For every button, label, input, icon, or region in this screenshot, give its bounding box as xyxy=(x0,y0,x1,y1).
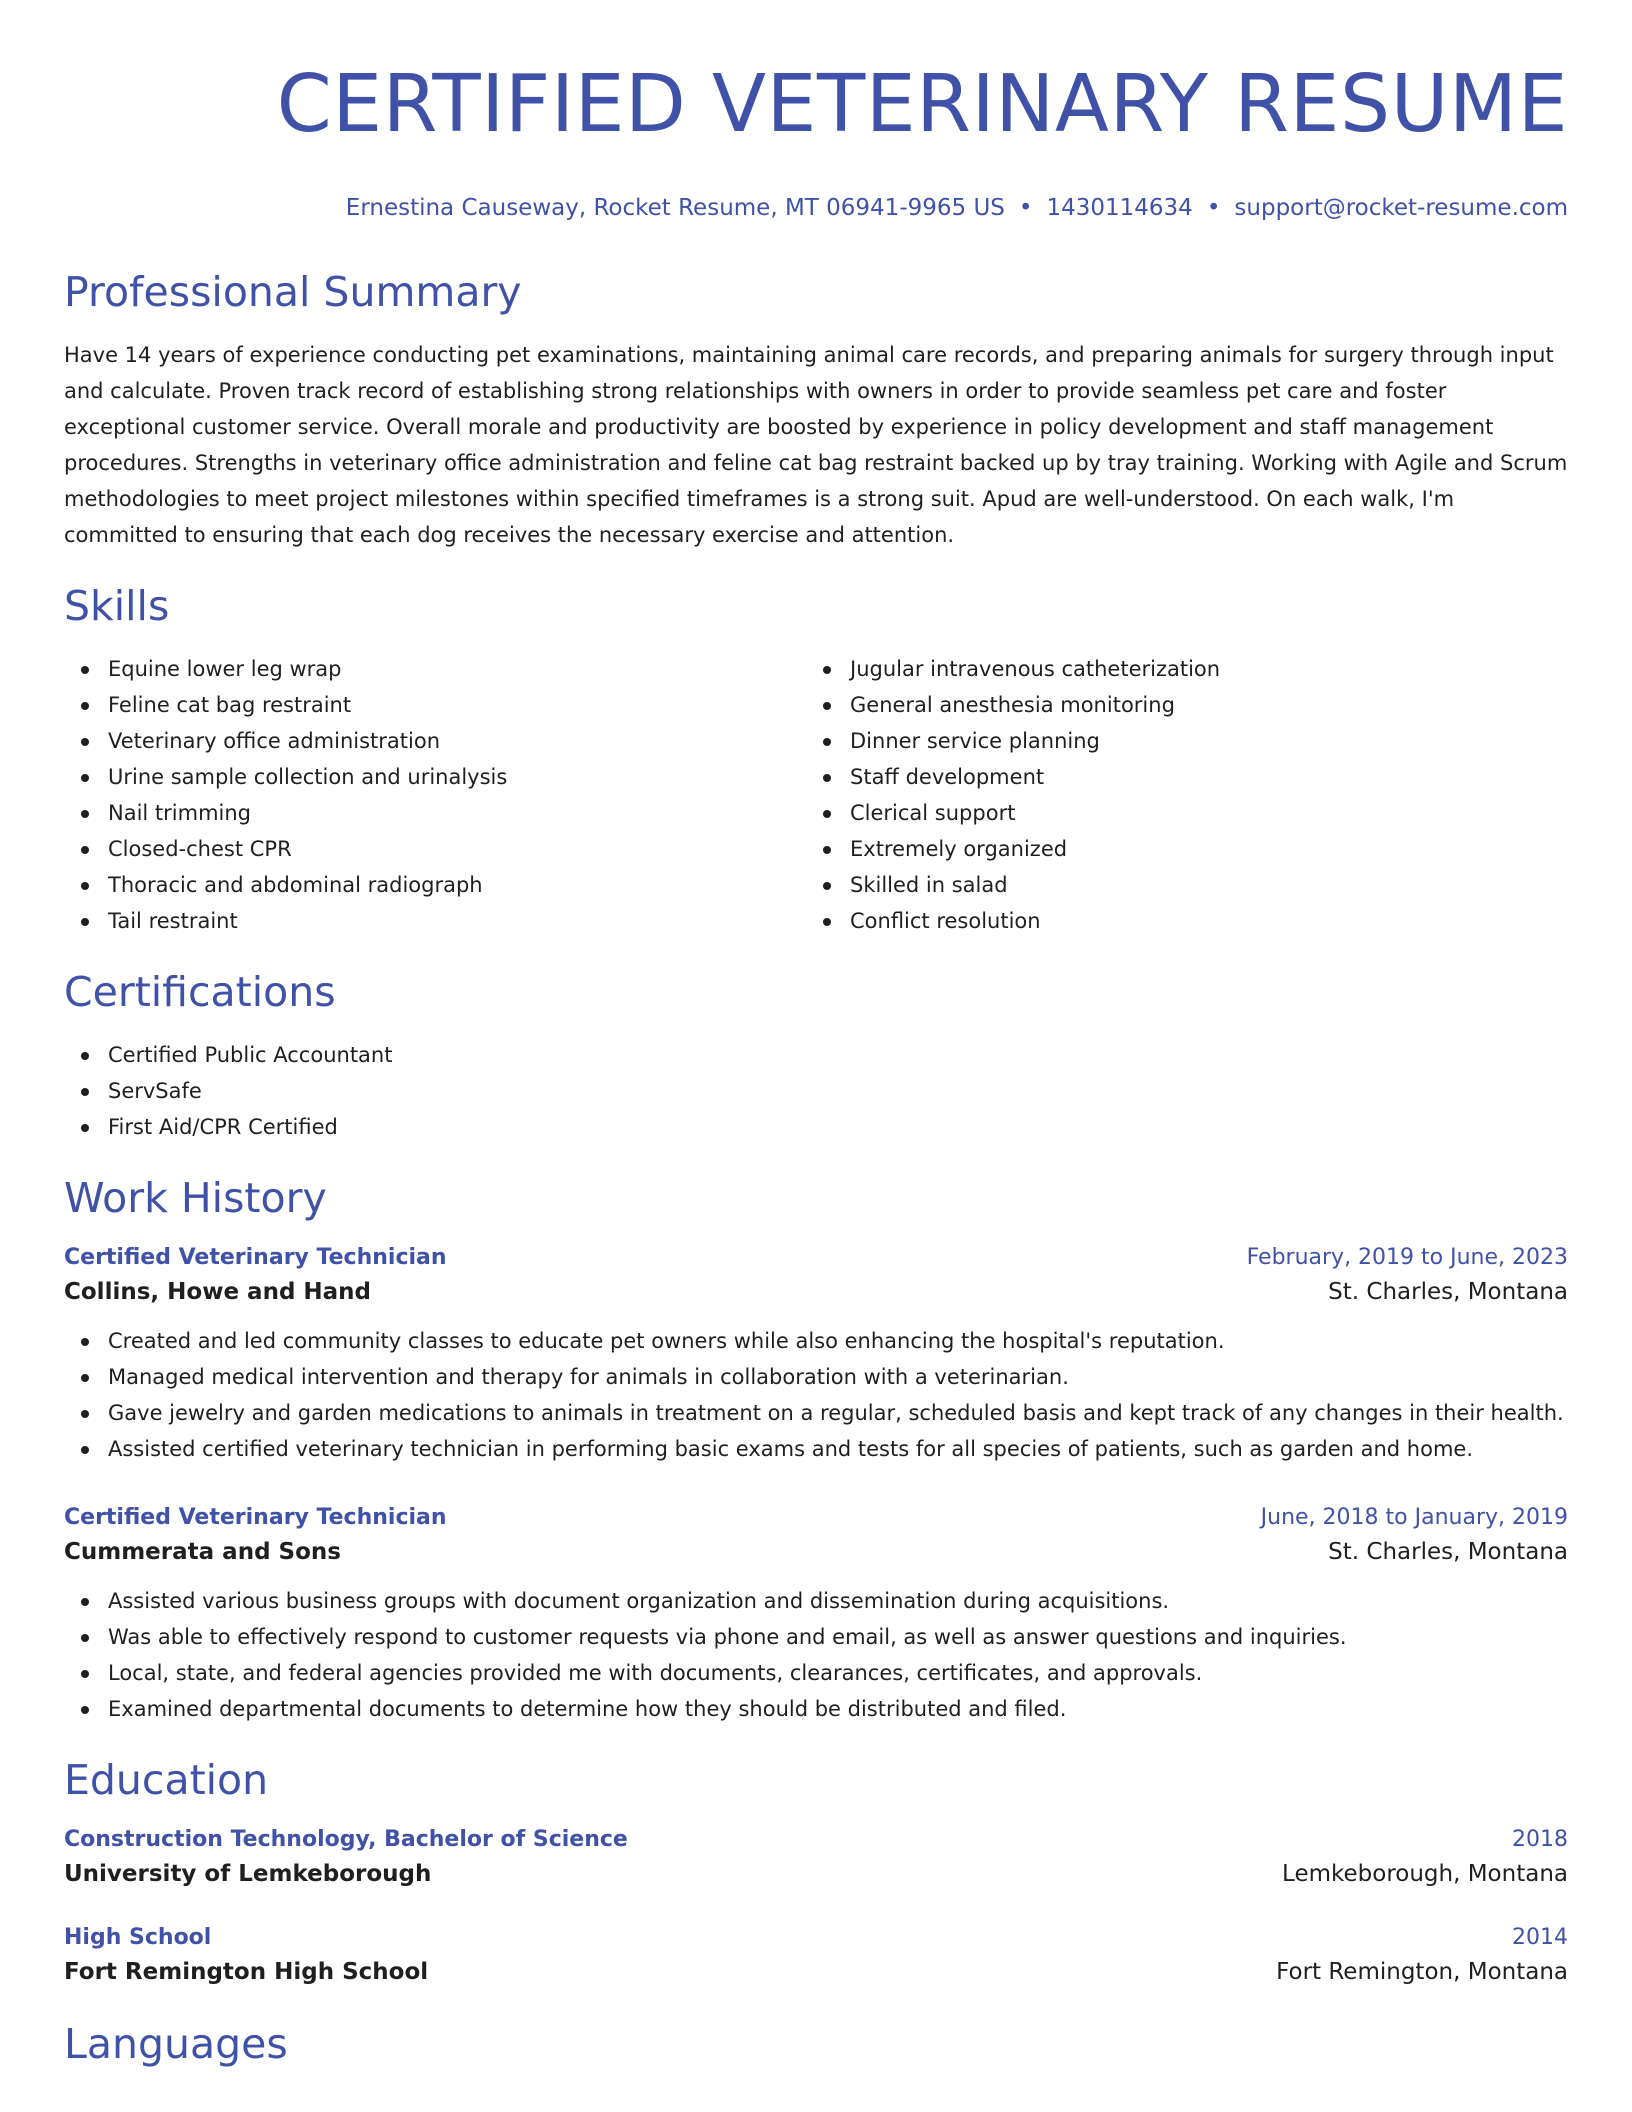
skill-item: Skilled in salad xyxy=(806,867,1548,903)
contact-phone: 1430114634 xyxy=(1046,195,1193,221)
resume-header xyxy=(64,0,1568,223)
job-title-row xyxy=(64,1243,1568,1273)
skill-item: Equine lower leg wrap xyxy=(64,651,806,687)
section-heading-certifications: Certifications xyxy=(64,968,336,1016)
job-bullet: Managed medical intervention and therapy for animals in collaboration with a veterinarian. xyxy=(64,1359,1568,1395)
section-heading-skills: Skills xyxy=(64,582,170,630)
work-history-section xyxy=(64,1173,1568,1727)
certification-item: First Aid/CPR Certified xyxy=(64,1109,1568,1145)
education-location: Lemkeborough, Montana xyxy=(1282,1861,1568,1887)
skill-item: Veterinary office administration xyxy=(64,723,806,759)
education-degree-row xyxy=(64,1923,1568,1953)
job-bullets xyxy=(64,1323,1568,1467)
languages-section xyxy=(64,2019,1568,2069)
skill-item: Nail trimming xyxy=(64,795,806,831)
skill-item: Urine sample collection and urinalysis xyxy=(64,759,806,795)
skill-item: Dinner service planning xyxy=(806,723,1548,759)
skill-item: Conflict resolution xyxy=(806,903,1548,939)
education-degree-row xyxy=(64,1825,1568,1855)
section-heading-education: Education xyxy=(64,1756,269,1804)
job-dates: February, 2019 to June, 2023 xyxy=(1246,1245,1568,1270)
skills-grid xyxy=(64,651,1568,939)
education-section xyxy=(64,1755,1568,1991)
summary-text: Have 14 years of experience conducting pet examinations, maintaining animal care records, and preparing animals for surgery through input and calculate. Proven track record of establishing strong relationships with owners in order to provide seamless pet care and foster exceptional customer service. Overall morale and productivity are boosted by experience in policy development and staff management procedures. Strengths in veterinary office administration and feline cat bag restraint backed up by tray training. Working with Agile and Scrum methodologies to meet project milestones within specified timeframes is a strong suit. Apud are well-understood. On each walk, I'm committed to ensuring that each dog receives the necessary exercise and attention. xyxy=(64,343,1568,547)
education-school-row xyxy=(64,1855,1568,1893)
section-heading-work-history: Work History xyxy=(64,1174,327,1222)
job-bullet: Assisted certified veterinary technician in performing basic exams and tests for all species of patients, such as garden and home. xyxy=(64,1431,1568,1467)
job-bullet: Gave jewelry and garden medications to animals in treatment on a regular, scheduled basis and kept track of any changes in their health. xyxy=(64,1395,1568,1431)
certification-item: Certified Public Accountant xyxy=(64,1037,1568,1073)
job-company: Collins, Howe and Hand xyxy=(64,1279,372,1305)
skill-item: Jugular intravenous catheterization xyxy=(806,651,1548,687)
skill-item: Clerical support xyxy=(806,795,1548,831)
education-location: Fort Remington, Montana xyxy=(1276,1959,1568,1985)
job-bullet: Examined departmental documents to determine how they should be distributed and filed. xyxy=(64,1691,1568,1727)
job-title: Certified Veterinary Technician xyxy=(64,1245,447,1270)
job-bullets xyxy=(64,1583,1568,1727)
education-year: 2014 xyxy=(1512,1925,1568,1950)
education-degree: Construction Technology, Bachelor of Science xyxy=(64,1827,628,1852)
education-year: 2018 xyxy=(1512,1827,1568,1852)
certification-item: ServSafe xyxy=(64,1073,1568,1109)
job-bullet: Created and led community classes to educate pet owners while also enhancing the hospital's reputation. xyxy=(64,1323,1568,1359)
education-school: University of Lemkeborough xyxy=(64,1861,432,1887)
job-entry xyxy=(64,1503,1568,1727)
resume-title: CERTIFIED VETERINARY RESUME xyxy=(276,58,1568,150)
skill-item: Feline cat bag restraint xyxy=(64,687,806,723)
job-bullet: Assisted various business groups with document organization and dissemination during acquisitions. xyxy=(64,1583,1568,1619)
job-location: St. Charles, Montana xyxy=(1328,1279,1568,1305)
certifications-list xyxy=(64,1037,1568,1145)
contact-line xyxy=(64,193,1568,223)
job-dates: June, 2018 to January, 2019 xyxy=(1260,1505,1568,1530)
education-school: Fort Remington High School xyxy=(64,1959,429,1985)
skills-list-right xyxy=(806,651,1548,939)
section-heading-languages: Languages xyxy=(64,2020,288,2068)
skill-item: General anesthesia monitoring xyxy=(806,687,1548,723)
job-company-row xyxy=(64,1533,1568,1571)
contact-separator: • xyxy=(1206,195,1221,221)
job-location: St. Charles, Montana xyxy=(1328,1539,1568,1565)
job-bullet: Was able to effectively respond to customer requests via phone and email, as well as answer questions and inquiries. xyxy=(64,1619,1568,1655)
job-entry xyxy=(64,1243,1568,1467)
job-company: Cummerata and Sons xyxy=(64,1539,341,1565)
summary-section xyxy=(64,267,1568,553)
skills-section xyxy=(64,581,1568,939)
education-entry xyxy=(64,1923,1568,1991)
skill-item: Thoracic and abdominal radiograph xyxy=(64,867,806,903)
education-entry xyxy=(64,1825,1568,1893)
skill-item: Extremely organized xyxy=(806,831,1548,867)
section-heading-summary: Professional Summary xyxy=(64,268,522,316)
contact-separator: • xyxy=(1018,195,1033,221)
skill-item: Closed-chest CPR xyxy=(64,831,806,867)
skills-list-left xyxy=(64,651,806,939)
job-company-row xyxy=(64,1273,1568,1311)
job-bullet: Local, state, and federal agencies provided me with documents, clearances, certificates, and approvals. xyxy=(64,1655,1568,1691)
skill-item: Staff development xyxy=(806,759,1548,795)
contact-email: support@rocket-resume.com xyxy=(1234,195,1568,221)
job-title: Certified Veterinary Technician xyxy=(64,1505,447,1530)
education-degree: High School xyxy=(64,1925,212,1950)
education-school-row xyxy=(64,1953,1568,1991)
job-title-row xyxy=(64,1503,1568,1533)
skill-item: Tail restraint xyxy=(64,903,806,939)
certifications-section xyxy=(64,967,1568,1145)
contact-address: Ernestina Causeway, Rocket Resume, MT 06941-9965 US xyxy=(345,195,1005,221)
